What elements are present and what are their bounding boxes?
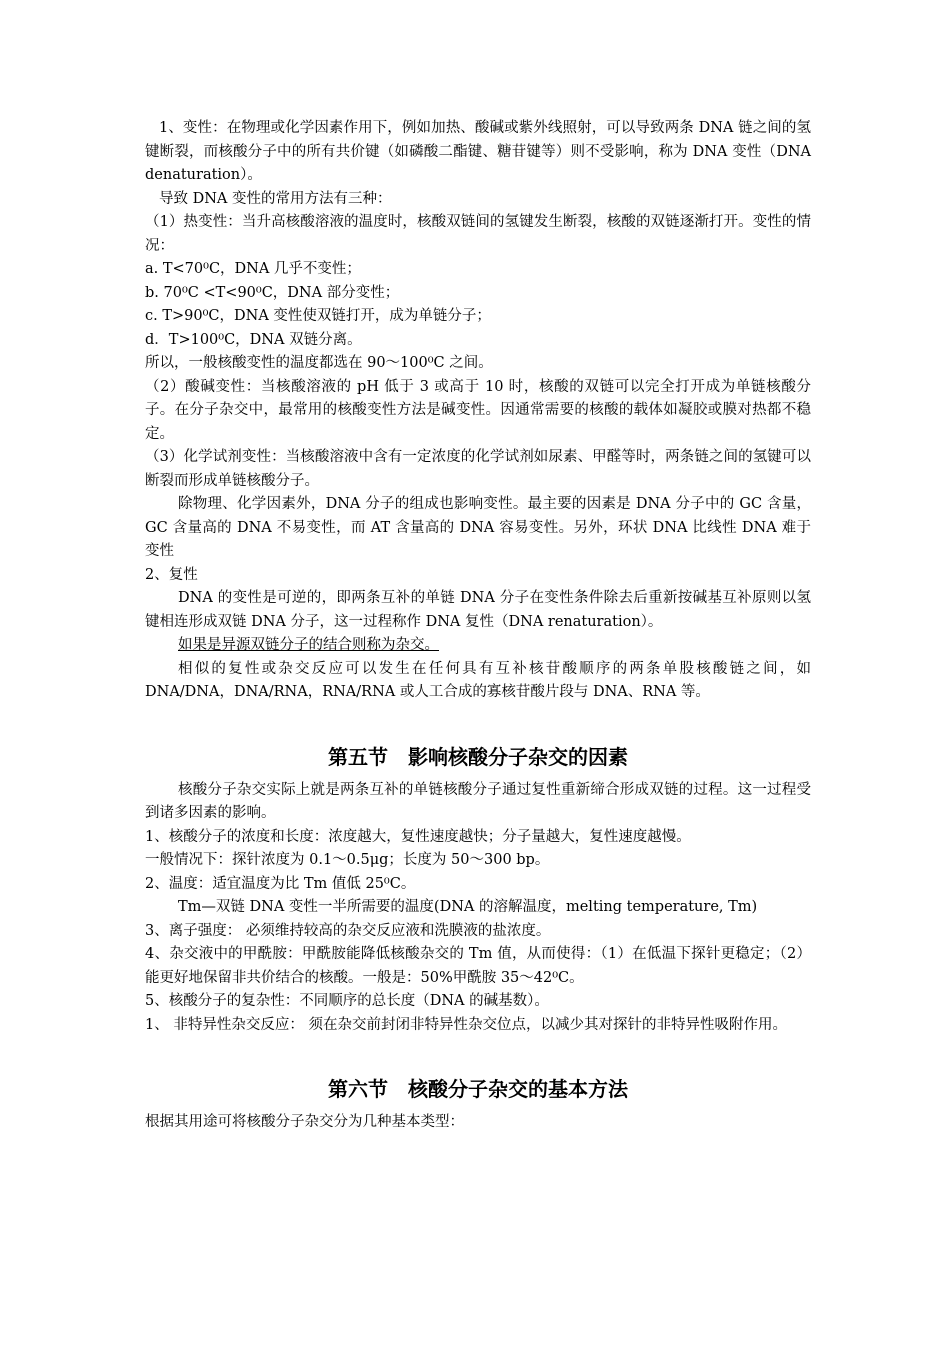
section-5-tm-definition: Tm—双链 DNA 变性一半所需要的温度(DNA 的溶解温度，melting temperature, Tm): [178, 899, 758, 915]
section-5-intro: 核酸分子杂交实际上就是两条互补的单链核酸分子通过复性重新缔合形成双链的过程。这一过程受到诸多因素的影响。: [145, 781, 811, 821]
paragraph-composition-factor: 除物理、化学因素外，DNA 分子的组成也影响变性。最主要的因素是 DNA 分子中的 GC 含量，GC 含量高的 DNA 不易变性，而 AT 含量高的 DNA 容易变性。另外，环状 DNA 比线性 DNA 难于变性: [145, 496, 811, 559]
list-item-d: d．T>100⁰C，DNA 双链分离。: [145, 331, 362, 348]
paragraph-acid-base-denaturation: （2）酸碱变性：当核酸溶液的 pH 低于 3 或高于 10 时，核酸的双链可以完全打开成为单链核酸分子。在分子杂交中，最常用的核酸变性方法是碱变性。因通常需要的核酸的载体如凝胶或膜对热都不稳定。: [145, 378, 811, 442]
paragraph-methods-intro: 导致 DNA 变性的常用方法有三种：: [159, 190, 392, 207]
paragraph-renaturation-definition: DNA 的变性是可逆的，即两条互补的单链 DNA 分子在变性条件除去后重新按碱基互补原则以氢键相连形成双链 DNA 分子，这一过程称作 DNA 复性（DNA renaturation）。: [145, 590, 811, 630]
section-5-item-5: 5、核酸分子的复杂性：不同顺序的总长度（DNA 的碱基数）。: [145, 993, 549, 1009]
section-5-item-1: 1、核酸分子的浓度和长度：浓度越大，复性速度越快；分子量越大，复性速度越慢。: [145, 828, 691, 845]
section-5-item-4: 4、杂交液中的甲酰胺：甲酰胺能降低核酸杂交的 Tm 值，从而使得：（1）在低温下探针更稳定；（2）能更好地保留非共价结合的核酸。一般是：50%甲酰胺 35～42⁰C。: [145, 946, 811, 986]
section-5-item-6: 1、 非特异性杂交反应： 须在杂交前封闭非特异性杂交位点，以减少其对探针的非特异性吸附作用。: [145, 1016, 787, 1033]
document-page: [145, 117, 811, 1135]
section-5-item-2: 2、温度：适宜温度为比 Tm 值低 25⁰C。: [145, 875, 416, 892]
section-5-heading: 第五节 影响核酸分子杂交的因素: [328, 744, 628, 769]
list-item-a: a. T<70⁰C，DNA 几乎不变性；: [145, 261, 361, 277]
paragraph-heat-denaturation: （1）热变性：当升高核酸溶液的温度时，核酸双链间的氢键发生断裂，核酸的双链逐渐打开。变性的情况：: [145, 214, 811, 254]
paragraph-denaturation-definition: 1、变性：在物理或化学因素作用下，例如加热、酸碱或紫外线照射，可以导致两条 DNA 链之间的氢键断裂，而核酸分子中的所有共价键（如磷酸二酯键、糖苷键等）则不受影响，称为 DNA 变性（DNA denaturation）。: [145, 120, 811, 183]
underlined-text: 如果是异源双链分子的结合则称为杂交。: [178, 637, 439, 653]
section-6-heading: 第六节 核酸分子杂交的基本方法: [328, 1077, 628, 1101]
paragraph-chemical-denaturation: （3）化学试剂变性：当核酸溶液中含有一定浓度的化学试剂如尿素、甲醛等时，两条链之间的氢键可以断裂而形成单链核酸分子。: [145, 449, 811, 489]
heading-renaturation: 2、复性: [145, 566, 198, 583]
section-5-item-1-detail: 一般情况下：探针浓度为 0.1～0.5μg；长度为 50～300 bp。: [145, 852, 550, 868]
paragraph-hybridization-examples: 相似的复性或杂交反应可以发生在任何具有互补核苷酸顺序的两条单股核酸链之间，如 DNA/DNA，DNA/RNA，RNA/RNA 或人工合成的寡核苷酸片段与 DNA、RNA 等。: [145, 660, 811, 700]
section-5-item-3: 3、离子强度： 必须维持较高的杂交反应液和洗膜液的盐浓度。: [145, 922, 551, 939]
section-6-intro: 根据其用途可将核酸分子杂交分为几种基本类型：: [145, 1114, 464, 1130]
list-item-b: b. 70⁰C <T<90⁰C，DNA 部分变性；: [145, 284, 400, 301]
paragraph-hybridization-definition: [145, 634, 811, 658]
list-item-c: c. T>90⁰C，DNA 变性使双链打开，成为单链分子；: [145, 308, 491, 324]
paragraph-temperature-range: 所以，一般核酸变性的温度都选在 90～100⁰C 之间。: [145, 355, 493, 371]
